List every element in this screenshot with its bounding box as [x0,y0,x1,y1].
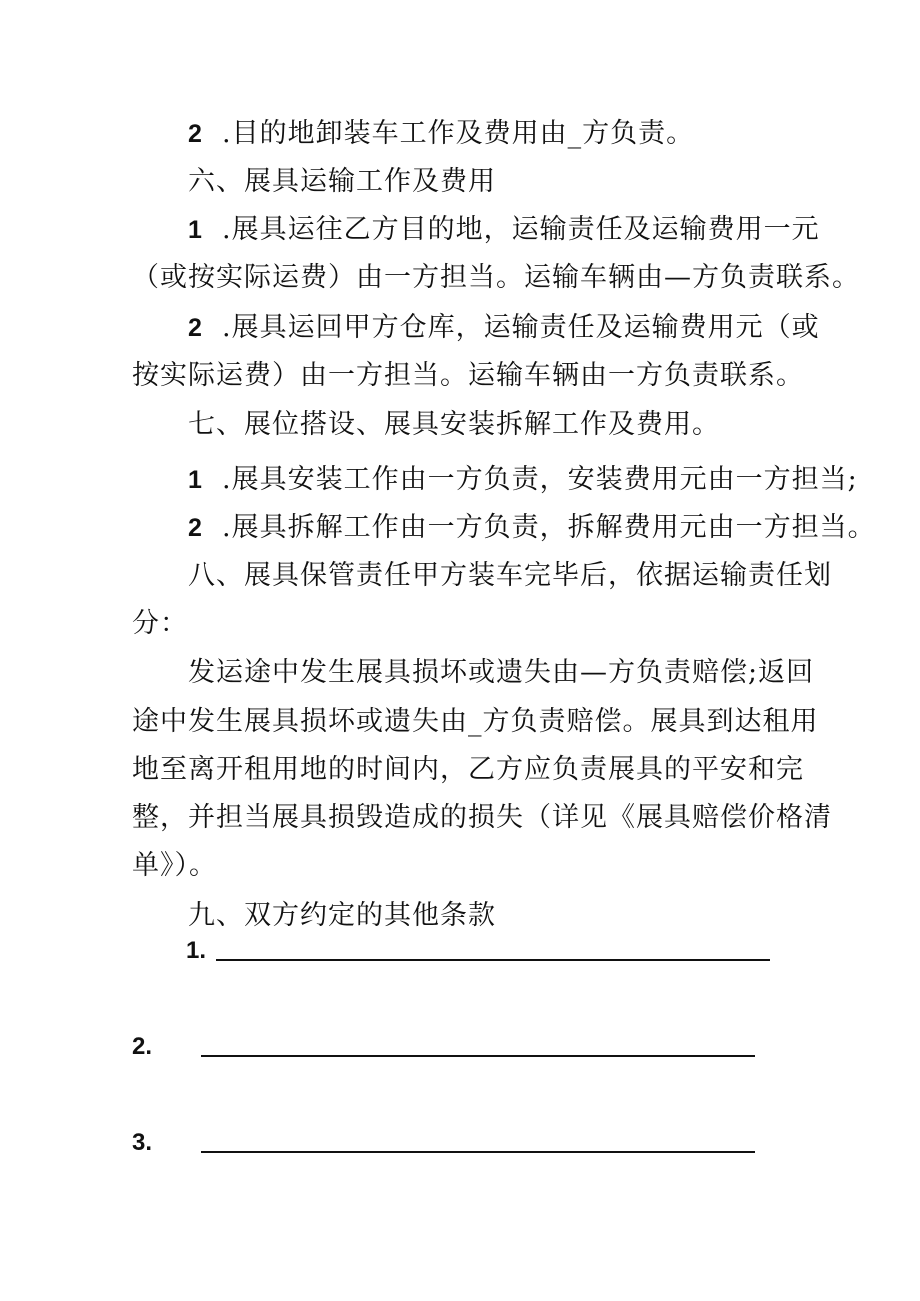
item-number: 2 [188,514,203,542]
clause-7-item-1 [188,462,858,498]
item-text: .展具安装工作由一方负责，安装费用元由一方担当; [222,464,858,495]
blank-fill-line [201,1055,755,1057]
blank-item-number: 1. [186,937,207,964]
clause-6-item-2 [188,310,820,346]
clause-5-item-2 [188,116,694,152]
section-heading-8-continuation: 分： [132,608,188,639]
item-text: .展具拆解工作由一方负责，拆解费用元由一方担当。 [222,512,876,543]
item-number: 2 [188,120,203,148]
clause-8-paragraph-line: 途中发生展具损坏或遗失由_方负责赔偿。展具到达租用 [132,706,819,737]
section-heading-6: 六、展具运输工作及费用 [188,166,496,197]
clause-8-paragraph-line: 整，并担当展具损毁造成的损失（详见《展具赔偿价格清 [132,802,832,833]
item-text: .目的地卸装车工作及费用由_方负责。 [222,118,695,149]
blank-item-number: 2. [132,1033,153,1060]
clause-8-paragraph-line: 地至离开租用地的时间内，乙方应负责展具的平安和完 [132,754,804,785]
clause-6-item-2-continuation: 按实际运费）由一方担当。运输车辆由一方负责联系。 [132,360,804,391]
item-text: .展具运回甲方仓库，运输责任及运输费用元（或 [222,312,820,343]
item-number: 1 [188,216,203,244]
section-heading-7: 七、展位搭设、展具安装拆解工作及费用。 [188,409,720,440]
item-number: 2 [188,314,203,342]
item-number: 1 [188,466,203,494]
blank-item-number: 3. [132,1129,153,1156]
clause-6-item-1 [188,212,820,248]
clause-6-item-1-continuation: （或按实际运费）由一方担当。运输车辆由—方负责联系。 [132,262,860,293]
blank-fill-line [216,959,770,961]
item-text: .展具运往乙方目的地，运输责任及运输费用一元 [222,214,820,245]
section-heading-8: 八、展具保管责任甲方装车完毕后，依据运输责任划 [188,560,832,591]
clause-7-item-2 [188,510,876,546]
clause-8-paragraph-line: 单》）。 [132,850,217,881]
blank-fill-line [201,1151,755,1153]
section-heading-9: 九、双方约定的其他条款 [188,900,496,931]
clause-8-paragraph-line: 发运途中发生展具损坏或遗失由—方负责赔偿;返回 [188,657,815,688]
